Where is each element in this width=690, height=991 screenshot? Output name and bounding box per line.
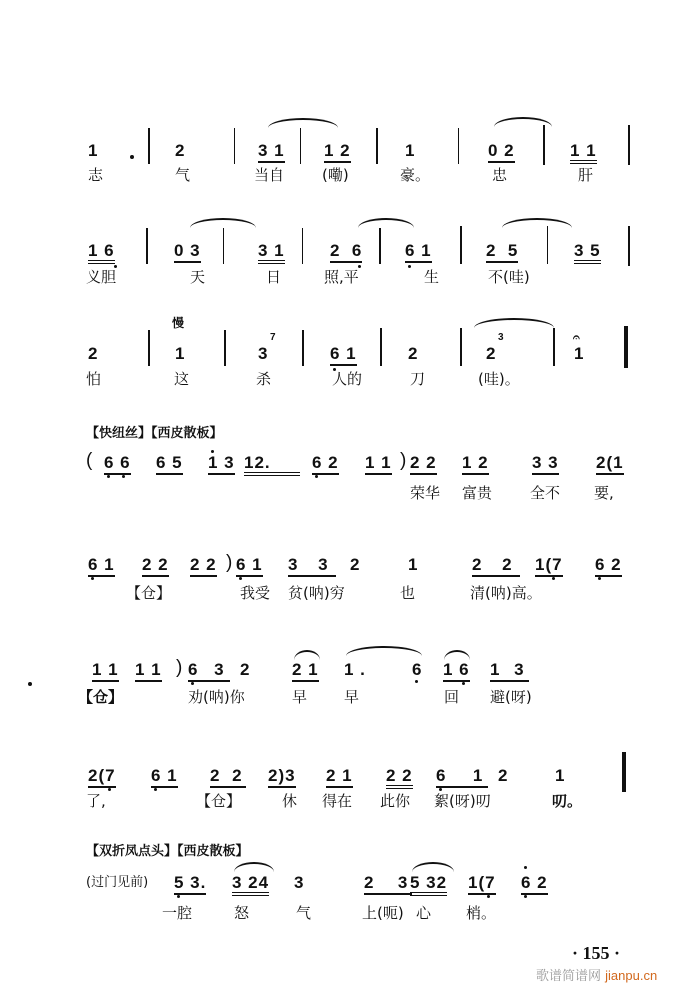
watermark-url[interactable]: jianpu.cn [605, 968, 658, 983]
octave-dot [415, 680, 418, 683]
lyric: 全不 [530, 484, 561, 502]
lyric: 劝(呐)你 [188, 688, 245, 706]
lyric: 日 [266, 268, 282, 286]
note: 2 [350, 555, 361, 574]
lyric: 得在 [322, 792, 353, 810]
note: 2 [240, 660, 251, 679]
note: 2 1 [292, 661, 319, 682]
note: 3 [258, 344, 269, 363]
note: 2 [88, 344, 99, 363]
barline [148, 128, 150, 164]
slur [234, 862, 274, 872]
lyric: 叨。 [552, 792, 583, 810]
note: 6 2 [595, 556, 622, 577]
octave-dot [91, 577, 94, 580]
section-label: 【双折凤点头】【西皮散板】 [86, 844, 249, 859]
note: 5 3. [174, 874, 206, 895]
lyric: 絮(呀)叨 [434, 792, 491, 810]
octave-dot [487, 895, 490, 898]
lyric: 气 [175, 166, 191, 184]
note: 1 1 [92, 661, 119, 682]
lyric: 人的 [332, 370, 363, 388]
barline [223, 228, 224, 264]
watermark [536, 965, 657, 984]
fermata-icon: 𝄐 [573, 330, 580, 344]
lyric: 怒 [234, 904, 250, 922]
octave-dot [211, 450, 214, 453]
lyric: 贫(呐)穷 [288, 584, 345, 602]
lyric: 要, [594, 484, 614, 502]
barline [553, 328, 555, 366]
note: 1 1 [570, 142, 597, 164]
lyric: 一腔 [162, 904, 193, 922]
note: 6 2 [312, 454, 339, 475]
stray-mark [28, 682, 32, 686]
note: 6 2 [521, 874, 548, 895]
section-label: 【快纽丝】【西皮散板】 [86, 426, 223, 441]
lyric: 心 [416, 904, 432, 922]
barline [380, 328, 382, 366]
bracket-close: ) [226, 552, 234, 573]
lyric: (哇)。 [478, 370, 520, 388]
slur [412, 862, 454, 872]
note: 2 2 [142, 556, 169, 577]
lyric: 气 [296, 904, 312, 922]
slur [190, 218, 256, 228]
note: 3 1 [258, 242, 285, 264]
grace-note: 7 [270, 332, 276, 343]
note: 0 2 [488, 142, 515, 163]
slur [502, 218, 572, 228]
note: 5 32 [410, 874, 447, 896]
octave-dot [154, 788, 157, 791]
lyric: 豪。 [400, 166, 431, 184]
watermark-text: 歌谱简谱网 [536, 969, 602, 984]
barline [460, 328, 462, 366]
note: 1 6 [443, 661, 470, 682]
note: 1 [405, 141, 416, 160]
barline [300, 128, 301, 164]
lyric: 这 [174, 370, 190, 388]
note: 1 [88, 141, 99, 160]
note: 3 3 [532, 454, 559, 475]
bracket-close: ) [400, 450, 408, 471]
note: 6 6 [104, 454, 131, 475]
barline [628, 125, 630, 165]
barline [302, 330, 304, 366]
lyric: (嘞) [322, 166, 349, 184]
bracket-close: ) [176, 657, 184, 678]
note: 3 24 [232, 874, 269, 896]
note: 1(7 [468, 874, 496, 895]
note: 6 1 [330, 345, 357, 366]
note: 2 [486, 344, 497, 363]
barline [460, 226, 462, 264]
note: 6 1 [151, 767, 178, 788]
octave-dot [108, 788, 111, 791]
lyric: 回 [444, 688, 460, 706]
lyric: 当自 [254, 166, 285, 184]
lyric: 避(呀) [490, 688, 532, 706]
lyric: 天 [190, 268, 206, 286]
note: 6 5 [156, 454, 183, 475]
note: 6 1 [236, 556, 263, 577]
bracket-open: ( [86, 450, 94, 471]
barline [234, 128, 235, 164]
lyric: 清(呐)高。 [470, 584, 542, 602]
note: 3 1 [258, 142, 285, 163]
octave-dot [239, 577, 242, 580]
lyric: 也 [400, 584, 416, 602]
note: 1 3 [208, 454, 235, 475]
octave-dot [524, 866, 527, 869]
barline [379, 228, 381, 264]
note: 1 [555, 766, 566, 785]
lyric: 早 [344, 688, 360, 706]
note: 1 1 [365, 454, 392, 475]
octave-dot [598, 577, 601, 580]
note: 1 . [344, 660, 366, 679]
note: 1 2 [462, 454, 489, 475]
note: 2 6 [330, 242, 362, 263]
note: 1 6 [88, 242, 115, 264]
note: 1 [574, 344, 585, 363]
barline [628, 226, 630, 266]
note: 6 1 [405, 242, 432, 263]
final-barline [622, 752, 626, 792]
lyric: 生 [424, 268, 440, 286]
final-barline [624, 326, 628, 368]
note: 2 2 [410, 454, 437, 475]
note: 1 2 [324, 142, 351, 163]
octave-dot [177, 895, 180, 898]
note: 2 1 [326, 767, 353, 788]
lyric: 了, [86, 792, 106, 810]
note: 1 [408, 555, 419, 574]
note: 2 5 [486, 242, 518, 263]
note: 2 2 [190, 556, 217, 577]
note: 2 2 [210, 767, 246, 788]
note: 6 1 [436, 767, 488, 788]
lyric: 杀 [256, 370, 272, 388]
barline [376, 128, 378, 164]
lyric: 荣华 [410, 484, 441, 502]
barline [458, 128, 459, 164]
note: 2 2 [472, 556, 520, 577]
barline [302, 228, 303, 264]
octave-dot [122, 475, 125, 478]
barline [224, 330, 226, 366]
note: 0 3 [174, 242, 201, 263]
lyric: 肝 [578, 166, 594, 184]
note: 6 [412, 660, 423, 679]
lyric: 刀 [410, 370, 426, 388]
note: 3 3 [288, 556, 336, 577]
note: 2 [175, 141, 186, 160]
lyric: 此你 [380, 792, 411, 810]
note: 3 5 [574, 242, 601, 264]
prelude-marking: (过门见前) [86, 875, 149, 890]
note: 2(1 [596, 454, 624, 475]
lyric: 梢。 [466, 904, 497, 922]
lyric: 【仓】 [196, 792, 242, 810]
lyric: 【仓】 [126, 584, 172, 602]
note: 1(7 [535, 556, 563, 577]
tempo-mark: 慢 [172, 316, 185, 330]
grace-note: 3 [498, 332, 504, 343]
octave-dot [524, 895, 527, 898]
note: 1 [175, 344, 186, 363]
barline [543, 125, 545, 165]
slur [294, 650, 320, 660]
page-number: · 155 · [572, 943, 621, 963]
octave-dot [439, 788, 442, 791]
slur [358, 218, 414, 228]
barline [146, 228, 148, 264]
lyric: 【仓】 [78, 688, 124, 706]
barline [148, 330, 150, 366]
barline [547, 226, 548, 264]
lyric: 早 [292, 688, 308, 706]
octave-dot [107, 475, 110, 478]
octave-dot [408, 265, 411, 268]
note: 12. [244, 454, 300, 476]
lyric: 不(哇) [488, 268, 530, 286]
lyric: 义胆 [86, 268, 117, 286]
lyric: 照,平 [324, 268, 359, 286]
lyric: 怕 [86, 370, 102, 388]
lyric: 志 [88, 166, 104, 184]
note: 6 1 [88, 556, 115, 577]
lyric: 休 [282, 792, 298, 810]
lyric: 我受 [240, 584, 271, 602]
note: 2 [498, 766, 509, 785]
note: 2 [408, 344, 419, 363]
note: 2)3 [268, 767, 296, 788]
note: 3 [294, 873, 305, 892]
lyric: 富贵 [462, 484, 493, 502]
slur [268, 118, 338, 128]
octave-dot [191, 682, 194, 685]
augmentation-dot [130, 155, 134, 159]
note: 1 3 [490, 661, 529, 682]
slur [474, 318, 554, 328]
note: 2 3 [364, 874, 412, 895]
lyric: 上(呃) [362, 904, 404, 922]
slur [346, 646, 422, 656]
note: 1 1 [135, 661, 162, 682]
note: 2 2 [386, 767, 413, 789]
note: 6 3 [188, 661, 230, 682]
octave-dot [552, 577, 555, 580]
slur [444, 650, 470, 660]
octave-dot [462, 682, 465, 685]
note: 2(7 [88, 767, 116, 788]
lyric: 忠 [492, 166, 508, 184]
octave-dot [315, 475, 318, 478]
